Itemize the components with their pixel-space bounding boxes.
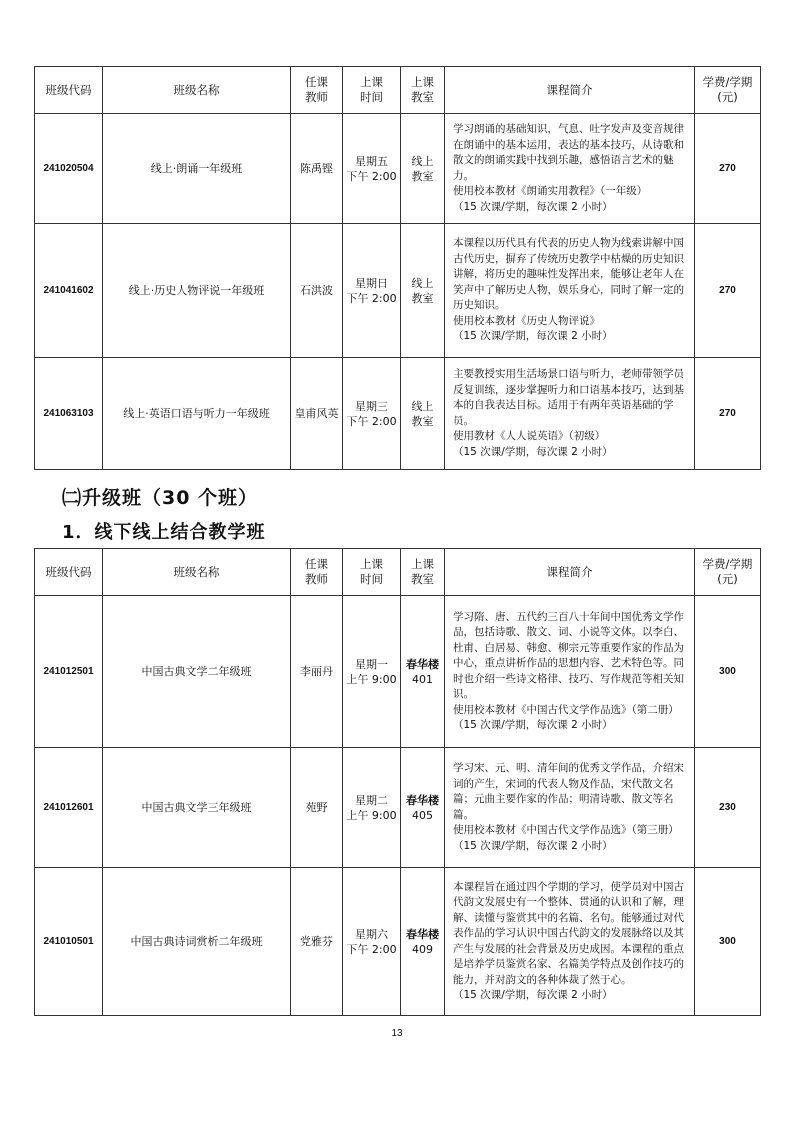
class-time-line: 星期一 [355, 657, 388, 671]
class-name: 中国古典文学二年级班 [103, 596, 291, 748]
tuition-fee: 300 [695, 868, 761, 1016]
course-table-online [34, 66, 761, 470]
tuition-fee: 270 [695, 358, 761, 470]
course-description: 本课程以历代具有代表的历史人物为线索讲解中国古代历史，摒弃了传统历史教学中枯燥的历史知识讲解，将历史的趣味性发挥出来，能够让老年人在笑声中了解历史人物，娱乐身心，同时了解一定的历史知识。 [453, 237, 684, 312]
header-teacher-line: 教师 [305, 572, 328, 586]
table-row [35, 358, 761, 470]
teacher-name: 党雅芬 [291, 868, 343, 1016]
class-time-line: 星期三 [355, 399, 388, 413]
header-fee-line: 学费/学期 [702, 75, 753, 89]
classroom-line: 教室 [411, 414, 434, 428]
classroom-line: 春华楼 [406, 793, 439, 807]
table-row [35, 748, 761, 868]
classroom-line: 线上 [411, 399, 434, 413]
course-description: 学习朗诵的基础知识，气息、吐字发声及变音规律在朗诵中的基本运用，表达的基本技巧，从诗歌和散文的朗诵实践中找到乐趣，感悟语言艺术的魅力。 [453, 123, 684, 182]
class-code: 241063103 [35, 358, 103, 470]
classroom-line: 线上 [411, 276, 434, 290]
classroom-line: 春华楼 [406, 927, 439, 941]
classroom [401, 596, 445, 748]
header-row [35, 67, 761, 114]
classroom-line: 教室 [411, 169, 434, 183]
class-time-line: 星期五 [355, 154, 388, 168]
class-name: 线上·朗诵一年级班 [103, 114, 291, 224]
class-time-line: 上午 9:00 [346, 672, 397, 686]
header-fee-line: 学费/学期 [702, 557, 753, 571]
class-time [343, 748, 401, 868]
header-teacher [291, 67, 343, 114]
class-name: 中国古典诗词赏析二年级班 [103, 868, 291, 1016]
table-row [35, 114, 761, 224]
table-body [35, 549, 761, 1016]
teacher-name: 陈禹铿 [291, 114, 343, 224]
course-hours: （15 次课/学期，每次课 2 小时） [453, 839, 613, 852]
header-name: 班级名称 [103, 67, 291, 114]
subsection-title: 1．线下线上结合教学班 [62, 522, 266, 543]
table-row [35, 596, 761, 748]
class-time-line: 下午 2:00 [346, 414, 397, 428]
header-teacher-line: 教师 [305, 90, 328, 104]
header-fee-line: (元) [717, 572, 738, 586]
course-hours: （15 次课/学期，每次课 2 小时） [453, 989, 613, 1001]
header-room [401, 549, 445, 596]
header-row [35, 549, 761, 596]
header-time [343, 67, 401, 114]
course-hours: （15 次课/学期，每次课 2 小时） [453, 200, 613, 213]
class-name: 线上·历史人物评说一年级班 [103, 224, 291, 358]
class-time-line: 上午 9:00 [346, 808, 397, 822]
course-intro [445, 224, 695, 358]
course-hours: （15 次课/学期，每次课 2 小时） [453, 719, 613, 731]
header-room [401, 67, 445, 114]
classroom [401, 748, 445, 868]
classroom-line: 409 [412, 942, 433, 956]
course-textbook: 使用教材《人人说英语》（初级） [453, 430, 606, 442]
classroom [401, 224, 445, 358]
course-textbook: 使用校本教材《中国古代文学作品选》（第三册） [453, 824, 679, 836]
class-time [343, 596, 401, 748]
course-description: 学习宋、元、明、清年间的优秀文学作品，介绍宋词的产生，宋词的代表人物及作品，宋代散文名篇；元曲主要作家的作品；明清诗歌、散文等名篇。 [453, 762, 684, 821]
header-code: 班级代码 [35, 549, 103, 596]
class-time [343, 868, 401, 1016]
classroom [401, 868, 445, 1016]
course-intro [445, 114, 695, 224]
header-time [343, 549, 401, 596]
header-room-line: 教室 [411, 572, 434, 586]
course-textbook: 使用校本教材《朗诵实用教程》（一年级） [453, 185, 648, 197]
class-code: 241012601 [35, 748, 103, 868]
class-time [343, 358, 401, 470]
table-row [35, 224, 761, 358]
tuition-fee: 230 [695, 748, 761, 868]
header-room-line: 上课 [411, 75, 434, 89]
tuition-fee: 300 [695, 596, 761, 748]
course-intro [445, 596, 695, 748]
class-time [343, 224, 401, 358]
class-time-line: 下午 2:00 [346, 942, 397, 956]
class-time-line: 星期日 [355, 276, 388, 290]
classroom-line: 线上 [411, 154, 434, 168]
table-row [35, 868, 761, 1016]
class-code: 241041602 [35, 224, 103, 358]
course-textbook: 使用校本教材《历史人物评说》 [453, 314, 600, 327]
class-code: 241020504 [35, 114, 103, 224]
header-time-line: 上课 [360, 75, 383, 89]
course-intro [445, 868, 695, 1016]
header-fee [695, 549, 761, 596]
class-name: 线上·英语口语与听力一年级班 [103, 358, 291, 470]
section-title: ㈡升级班（30 个班） [62, 487, 259, 509]
classroom-line: 401 [412, 672, 433, 686]
class-time-line: 星期六 [355, 927, 388, 941]
course-hours: （15 次课/学期，每次课 2 小时） [453, 330, 613, 343]
course-hours: （15 次课/学期，每次课 2 小时） [453, 445, 613, 458]
header-fee [695, 67, 761, 114]
teacher-name: 石洪波 [291, 224, 343, 358]
header-room-line: 教室 [411, 90, 434, 104]
classroom-line: 405 [412, 808, 433, 822]
teacher-name: 李丽丹 [291, 596, 343, 748]
header-intro: 课程简介 [445, 67, 695, 114]
course-table-upgrade [34, 548, 761, 1016]
course-textbook: 使用校本教材《中国古代文学作品选》（第二册） [453, 703, 679, 716]
header-teacher-line: 任课 [305, 557, 328, 571]
header-teacher [291, 549, 343, 596]
class-time-line: 下午 2:00 [346, 169, 397, 183]
class-name: 中国古典文学三年级班 [103, 748, 291, 868]
header-code: 班级代码 [35, 67, 103, 114]
header-intro: 课程简介 [445, 549, 695, 596]
page-number: 13 [391, 1028, 403, 1039]
course-intro [445, 358, 695, 470]
classroom-line: 春华楼 [406, 657, 439, 671]
header-name: 班级名称 [103, 549, 291, 596]
course-description: 本课程旨在通过四个学期的学习，使学员对中国古代韵文发展史有一个整体、贯通的认识和了解，理解、读懂与鉴赏其中的名篇、名句。能够通过对代表作品的学习认识中国古代韵文的发展脉络以及其产生与发展的社会背景及历史成因。本课程的重点是培养学员鉴赏名家、名篇美学特点及创作技巧的能力，并对韵文的各种体裁了然于心。 [453, 880, 684, 986]
class-code: 241010501 [35, 868, 103, 1016]
header-time-line: 上课 [360, 557, 383, 571]
course-description: 主要教授实用生活场景口语与听力，老师带领学员反复训练，逐步掌握听力和口语基本技巧，达到基本的自我表达目标。适用于有两年英语基础的学员。 [453, 368, 684, 427]
header-teacher-line: 任课 [305, 75, 328, 89]
teacher-name: 苑野 [291, 748, 343, 868]
class-code: 241012501 [35, 596, 103, 748]
course-description: 学习隋、唐、五代约三百八十年间中国优秀文学作品，包括诗歌、散文、词、小说等文体。以李白、杜甫、白居易、韩愈、柳宗元等重要作家的作品为中心，重点讲析作品的思想内容、艺术特色等。同时也介绍一些诗文格律、技巧、写作规范等相关知识。 [453, 610, 684, 700]
class-time-line: 下午 2:00 [346, 291, 397, 305]
classroom-line: 教室 [411, 291, 434, 305]
course-intro [445, 748, 695, 868]
header-time-line: 时间 [360, 90, 383, 104]
header-time-line: 时间 [360, 572, 383, 586]
class-time-line: 星期二 [355, 793, 388, 807]
tuition-fee: 270 [695, 224, 761, 358]
tuition-fee: 270 [695, 114, 761, 224]
header-room-line: 上课 [411, 557, 434, 571]
header-fee-line: (元) [717, 90, 738, 104]
class-time [343, 114, 401, 224]
table-body [35, 67, 761, 470]
teacher-name: 皇甫风英 [291, 358, 343, 470]
classroom [401, 114, 445, 224]
classroom [401, 358, 445, 470]
